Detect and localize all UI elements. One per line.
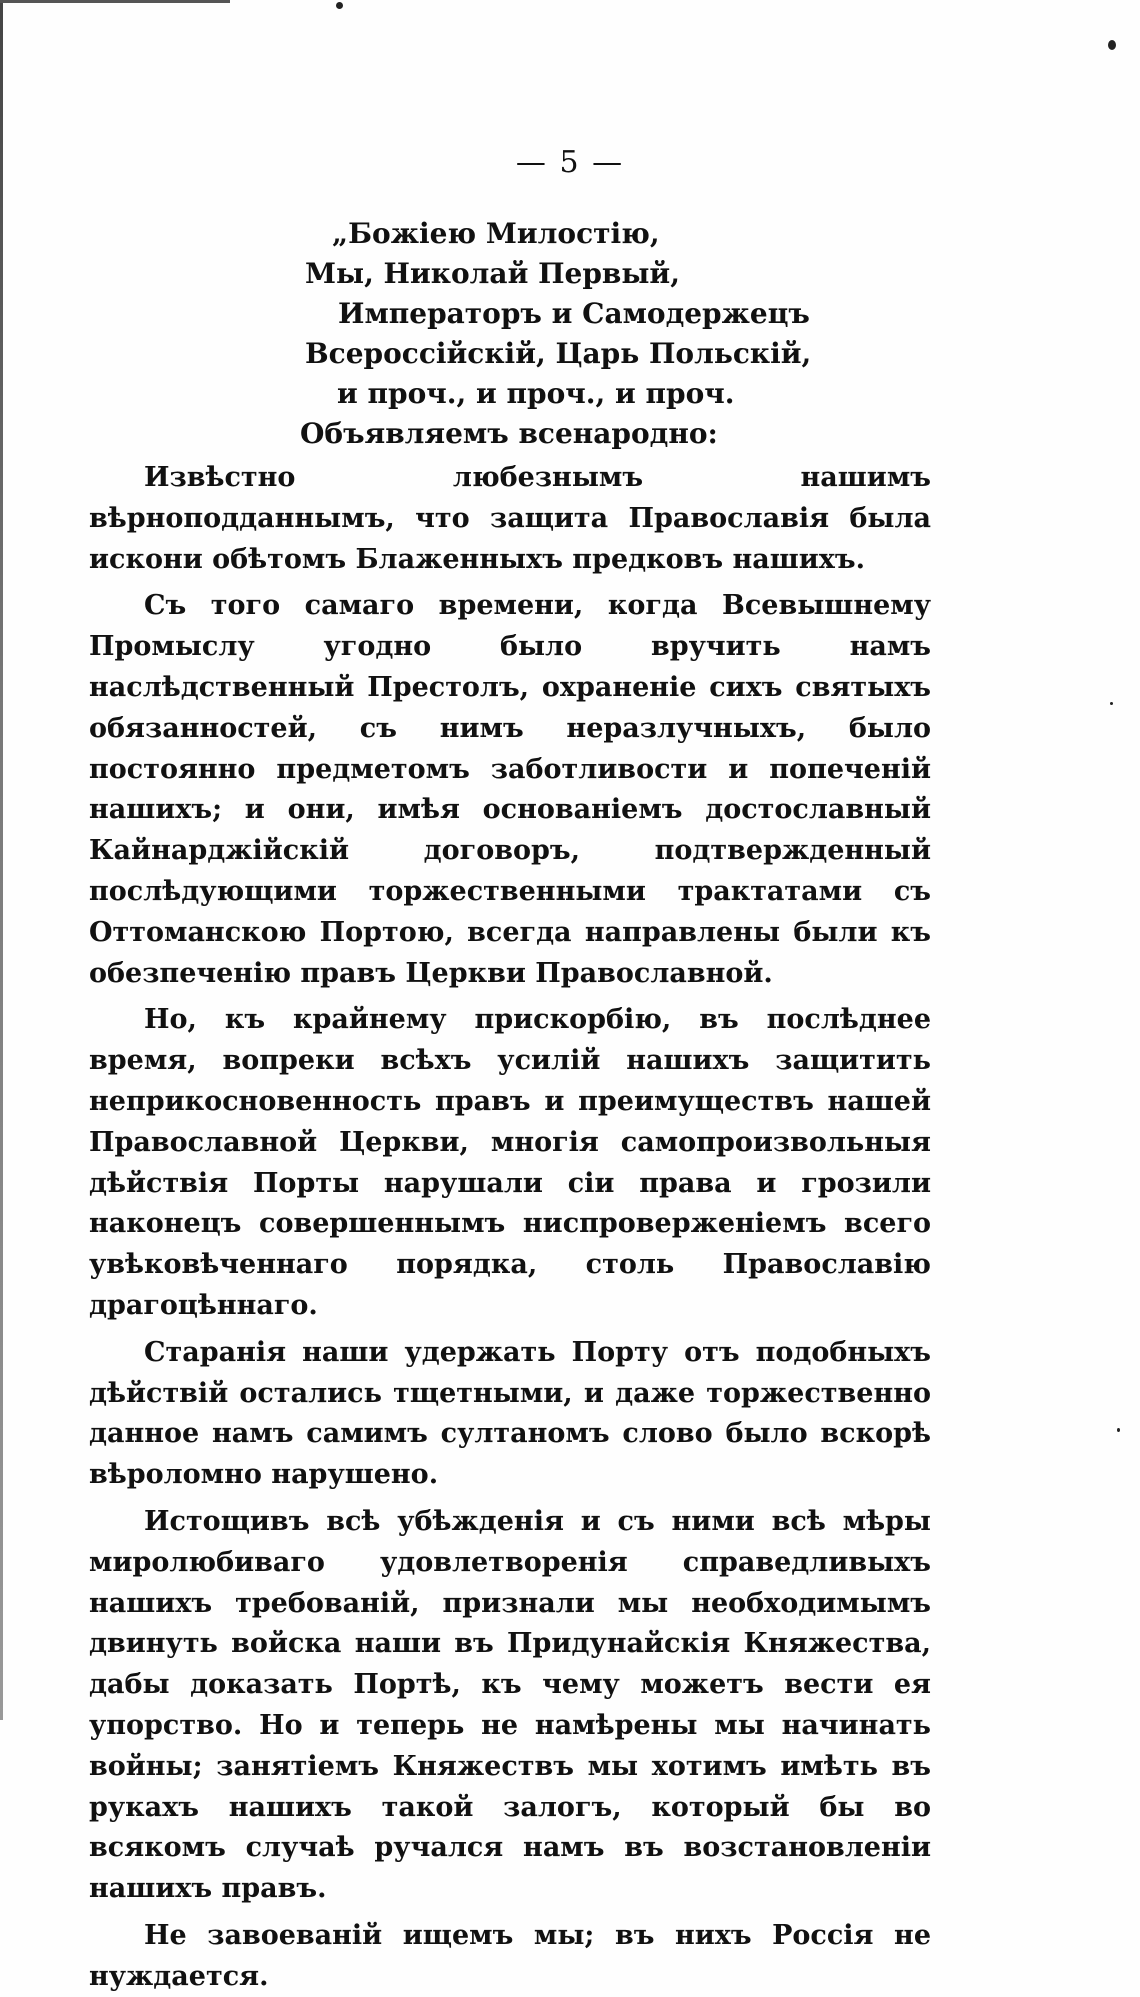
page-number: — 5 — <box>515 145 625 180</box>
paragraph: Не завоеваній ищемъ мы; въ нихъ Россія не нуждается. <box>89 1919 931 1992</box>
paragraph: Но, къ крайнему прискорбію, въ послѣднее время, вопреки всѣхъ усилій нашихъ защитить неприкосновенность правъ и преимуществъ нашей Православной Церкви, многія самопроизвольныя дѣйствія Порты нарушали сіи права и грозили наконецъ совершеннымъ ниспроверженіемъ всего увѣковѣченнаго порядка, столь Православію драгоцѣннаго. <box>89 1004 931 1321</box>
manifesto-heading <box>0 214 1140 454</box>
heading-line-1: „Божіею Милостію, <box>332 217 660 250</box>
heading-line-3: Императоръ и Самодержецъ <box>338 297 810 330</box>
paragraph: Старанія наши удержать Порту отъ подобныхъ дѣйствій остались тщетными, и даже торжественно данное намъ самимъ султаномъ слово было вскорѣ вѣроломно нарушено. <box>89 1336 931 1491</box>
page-top-edge <box>0 0 230 3</box>
ink-speck <box>1117 1428 1120 1432</box>
heading-line-4: Всероссійскій, Царь Польскій, <box>305 337 812 370</box>
ink-speck <box>1108 40 1116 50</box>
ink-speck <box>1110 702 1113 705</box>
paragraph: Истощивъ всѣ убѣжденія и съ ними всѣ мѣры миролюбиваго удовлетворенія справедливыхъ нашихъ требованій, признали мы необходимымъ двинуть войска наши въ Придунайскія Княжества, дабы доказать Портѣ, къ чему можетъ вести ея упорство. Но и теперь не намѣрены мы начинать войны; занятіемъ Княжествъ мы хотимъ имѣть въ рукахъ нашихъ такой залогъ, который бы во всякомъ случаѣ ручался намъ въ возстановленіи нашихъ правъ. <box>89 1505 931 1905</box>
paragraph: Съ того самаго времени, когда Всевышнему Промыслу угодно было вручить намъ наслѣдственный Престолъ, охраненіе сихъ святыхъ обязанностей, съ нимъ неразлучныхъ, было постоянно предметомъ заботливости и попеченій нашихъ; и они, имѣя основаніемъ достославный Кайнарджійскій договоръ, подтвержденный послѣдующими торжественными трактатами съ Оттоманскою Портою, всегда направлены были къ обезпеченію правъ Церкви Православной. <box>89 590 931 989</box>
heading-line-5: и проч., и проч., и проч. <box>337 377 735 410</box>
manifesto-body <box>89 458 931 1997</box>
heading-line-6: Объявляемъ всенародно: <box>300 417 718 450</box>
heading-line-2: Мы, Николай Первый, <box>305 257 680 290</box>
paragraph: Извѣстно любезнымъ нашимъ вѣрноподданнымъ, что защита Православія была искони обѣтомъ Блаженныхъ предковъ нашихъ. <box>89 462 931 575</box>
ink-speck <box>336 2 343 9</box>
